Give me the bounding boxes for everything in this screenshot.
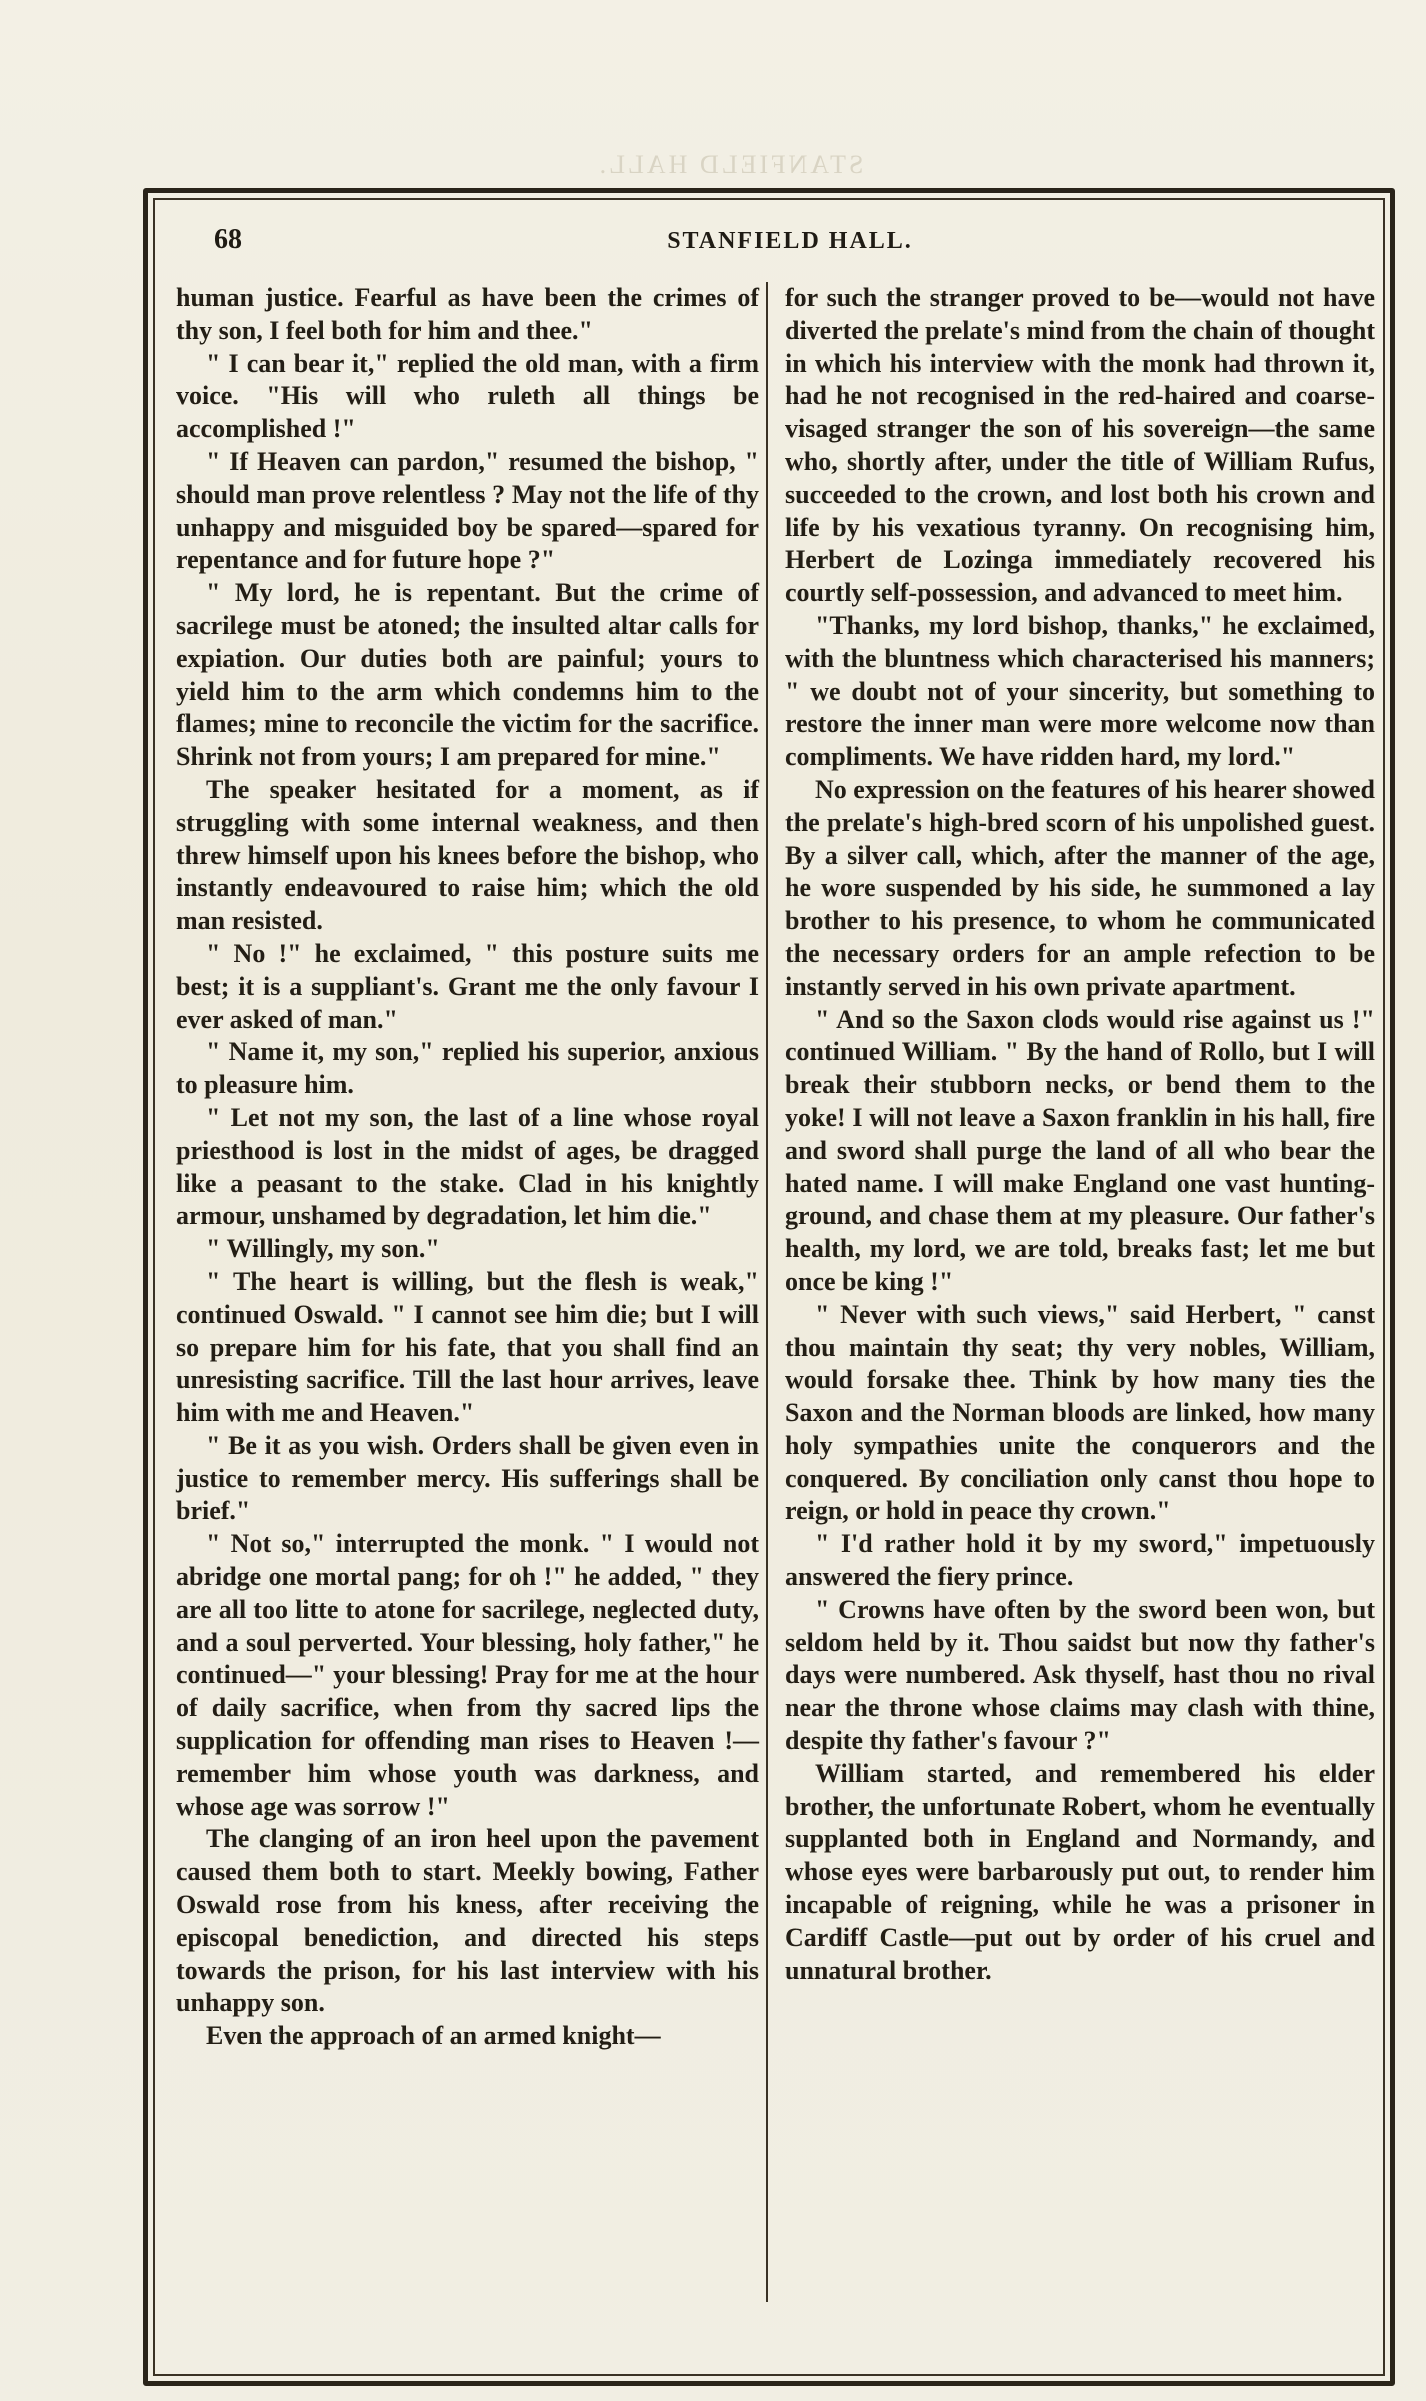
page-number: 68 <box>214 224 242 255</box>
paragraph: " Let not my son, the last of a line whose royal priesthood is lost in the midst of ages, be dragged like a peasant to the stake. Clad in his knightly armour, unshamed by degradation, let him die." <box>176 1102 759 1231</box>
paragraph: " I'd rather hold it by my sword," impetuously answered the fiery prince. <box>785 1529 1375 1592</box>
show-through-heading: STANFIELD HALL. <box>596 150 864 179</box>
paragraph: The clanging of an iron heel upon the pavement caused them both to start. Meekly bowing, Father Oswald rose from his kness, after receiving the episcopal benediction, and directed his steps towards the prison, for his last interview with his unhappy son. <box>176 1824 759 2018</box>
paragraph: " Crowns have often by the sword been won, but seldom held by it. Thou saidst but now thy father's days were numbered. Ask thyself, hast thou no rival near the throne whose claims may clash with thine, despite thy father's favour ?" <box>785 1594 1375 1756</box>
paragraph: " Not so," interrupted the monk. " I would not abridge one mortal pang; for oh !" he added, " they are all too litte to atone for sacrilege, neglected duty, and a soul perverted. Your blessing, holy father," he continued—" your blessing! Pray for me at the hour of daily sacrifice, when from thy sacred lips the supplication for offending man rises to Heaven !—remember him whose youth was darkness, and whose age was sorrow !" <box>176 1529 759 1821</box>
running-header <box>210 220 1370 264</box>
paragraph: Even the approach of an armed knight— <box>206 2021 661 2051</box>
paragraph: " The heart is willing, but the flesh is weak," continued Oswald. " I cannot see him die; but I will so prepare him for his fate, that you shall find an unresisting sacrifice. Till the last hour arrives, leave him with me and Heaven." <box>176 1266 759 1428</box>
paragraph: William started, and remembered his elder brother, the unfortunate Robert, whom he eventually supplanted both in England and Normandy, and whose eyes were barbarously put out, to render him incapable of reigning, while he was a prisoner in Cardiff Castle—put out by order of his cruel and unnatural brother. <box>785 1758 1375 1985</box>
paragraph: " My lord, he is repentant. But the crime of sacrilege must be atoned; the insulted altar calls for expiation. Our duties both are painful; yours to yield him to the arm which condemns him to the flames; mine to reconcile the victim for the sacrifice. Shrink not from yours; I am prepared for mine." <box>176 578 759 772</box>
paragraph: " Be it as you wish. Orders shall be given even in justice to remember mercy. His sufferings shall be brief." <box>176 1430 759 1526</box>
paragraph: No expression on the features of his hearer showed the prelate's high-bred scorn of his unpolished guest. By a silver call, which, after the manner of the age, he wore suspended by his side, he summoned a lay brother to his presence, to whom he communicated the necessary orders for an ample refection to be instantly served in his own private apartment. <box>785 774 1375 1001</box>
column-divider <box>766 282 768 2302</box>
paragraph: human justice. Fearful as have been the crimes of thy son, I feel both for him and thee." <box>176 283 759 345</box>
paragraph: " No !" he exclaimed, " this posture suits me best; it is a suppliant's. Grant me the only favour I ever asked of man." <box>176 938 759 1034</box>
paragraph: " Never with such views," said Herbert, " canst thou maintain thy seat; thy very nobles, William, would forsake thee. Think by how many ties the Saxon and the Norman bloods are linked, how many holy sympathies unite the conquerors and the conquered. By conciliation only canst thou hope to reign, or hold in peace thy crown." <box>785 1299 1375 1526</box>
paragraph: for such the stranger proved to be—would not have diverted the prelate's mind from the chain of thought in which his interview with the monk had thrown it, had he not recognised in the red-haired and coarse-visaged stranger the son of his sovereign—the same who, shortly after, under the title of William Rufus, succeeded to the crown, and lost both his crown and life by his vexatious tyranny. On recognising him, Herbert de Lozinga immediately recovered his courtly self-possession, and advanced to meet him. <box>785 283 1375 608</box>
running-title: STANFIELD HALL. <box>667 228 913 254</box>
text-column-left <box>176 282 759 2053</box>
paragraph: " If Heaven can pardon," resumed the bishop, " should man prove relentless ? May not the life of thy unhappy and misguided boy be spared—spared for repentance and for future hope ?" <box>176 446 759 575</box>
paragraph: " I can bear it," replied the old man, with a firm voice. "His will who ruleth all things be accomplished !" <box>176 348 759 444</box>
paragraph: " Willingly, my son." <box>206 1234 440 1264</box>
paragraph: " Name it, my son," replied his superior, anxious to pleasure him. <box>176 1037 759 1100</box>
paragraph: The speaker hesitated for a moment, as if struggling with some internal weakness, and then threw himself upon his knees before the bishop, who instantly endeavoured to raise him; which the old man resisted. <box>176 774 759 936</box>
text-column-right <box>785 282 1375 1987</box>
paragraph: " And so the Saxon clods would rise against us !" continued William. " By the hand of Rollo, but I will break their stubborn necks, or bend them to the yoke! I will not leave a Saxon franklin in his hall, fire and sword shall purge the land of all who bear the hated name. I will make England one vast hunting-ground, and chase them at my pleasure. Our father's health, my lord, we are told, breaks fast; let me but once be king !" <box>785 1004 1375 1296</box>
paragraph: "Thanks, my lord bishop, thanks," he exclaimed, with the bluntness which characterised his manners; " we doubt not of your sincerity, but something to restore the inner man were more welcome now than compliments. We have ridden hard, my lord." <box>785 610 1375 772</box>
